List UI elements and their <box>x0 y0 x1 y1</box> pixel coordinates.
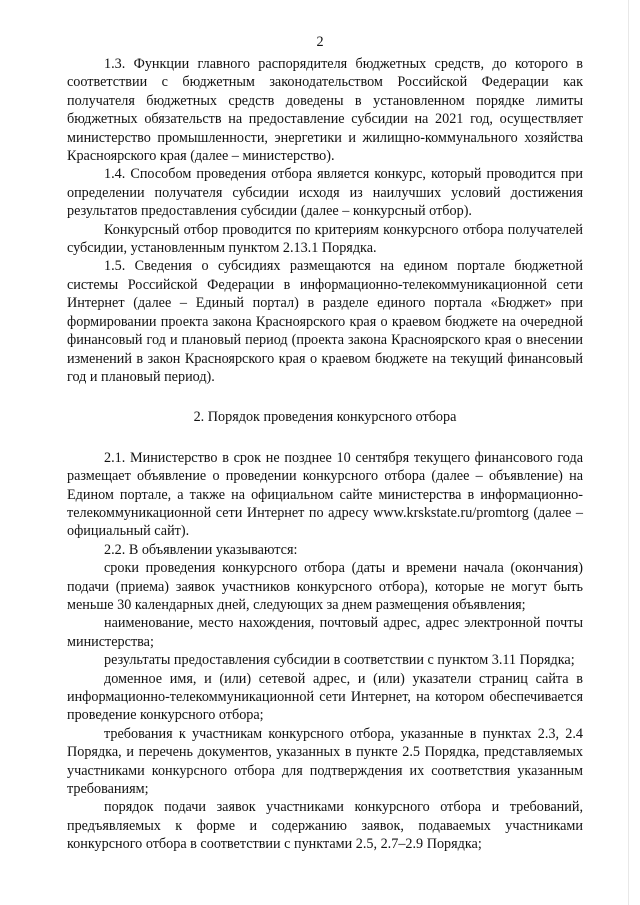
paragraph-1-5: 1.5. Сведения о субсидиях размещаются на едином портале бюджетной системы Российской Федерации в информационно-телекоммуникационной сети Интернет (далее – Единый портал) в разделе единого портала «Бюджет» при формировании проекта закона Красноярского края о краевом бюджете на очередной финансовый год и плановый период (проекта закона Красноярского края о внесении изменений в закон Красноярского края о краевом бюджете на текущий финансовый год и плановый период). <box>67 258 583 385</box>
paragraph-1-3: 1.3. Функции главного распорядителя бюджетных средств, до которого в соответствии с бюджетным законодательством Российской Федерации как получателя бюджетных средств доведены в установленном порядке лимиты бюджетных обязательств на предоставление субсидии на 2021 год, осуществляет министерство промышленности, энергетики и жилищно-коммунального хозяйства Красноярского края (далее – министерство). <box>67 56 583 165</box>
paragraph-2-2: 2.2. В объявлении указываются: <box>104 541 298 558</box>
scan-edge-line <box>628 0 629 905</box>
paragraph-2-1: 2.1. Министерство в срок не позднее 10 сентября текущего финансового года размещает объявление о проведении конкурсного отбора (далее – объявление) на Едином портале, а также на официальном сайте министерства в информационно-телекоммуникационной сети Интернет по адресу www.krskstate.ru/promtorg (далее – официальный сайт). <box>67 449 583 540</box>
list-item-requirements: требования к участникам конкурсного отбора, указанные в пунктах 2.3, 2.4 Порядка, и перечень документов, указанных в пункте 2.5 Порядка, представляемых участниками конкурсного отбора для подтверждения их соответствия указанным требованиям; <box>67 725 583 798</box>
list-item-deadlines: сроки проведения конкурсного отбора (даты и времени начала (окончания) подачи (приема) заявок участников конкурсного отбора), которые не могут быть меньше 30 календарных дней, следующих за днем размещения объявления; <box>67 560 583 613</box>
section-heading: 2. Порядок проведения конкурсного отбора <box>193 409 457 426</box>
list-item-submission: порядок подачи заявок участниками конкурсного отбора и требований, предъявляемых к форме и содержанию заявок, подаваемых участниками конкурсного отбора в соответствии с пунктами 2.5, 2.7–2.9 Порядка; <box>67 799 583 853</box>
page-number: 2 <box>316 34 324 50</box>
list-item-domain: доменное имя, и (или) сетевой адрес, и (или) указатели страниц сайта в информационно-телекоммуникационной сети Интернет, на котором обеспечивается проведение конкурсного отбора; <box>67 670 583 724</box>
list-item-contacts: наименование, место нахождения, почтовый адрес, адрес электронной почты министерства; <box>67 615 583 650</box>
list-item-results: результаты предоставления субсидии в соответствии с пунктом 3.11 Порядка; <box>104 652 575 669</box>
paragraph-1-4: 1.4. Способом проведения отбора является конкурс, который проводится при определении получателя субсидии исходя из наилучших условий достижения результатов предоставления субсидии (далее – конкурсный отбор). <box>67 166 583 220</box>
document-body <box>67 55 583 854</box>
paragraph-criteria: Конкурсный отбор проводится по критериям конкурсного отбора получателей субсидии, установленным пунктом 2.13.1 Порядка. <box>67 221 583 257</box>
